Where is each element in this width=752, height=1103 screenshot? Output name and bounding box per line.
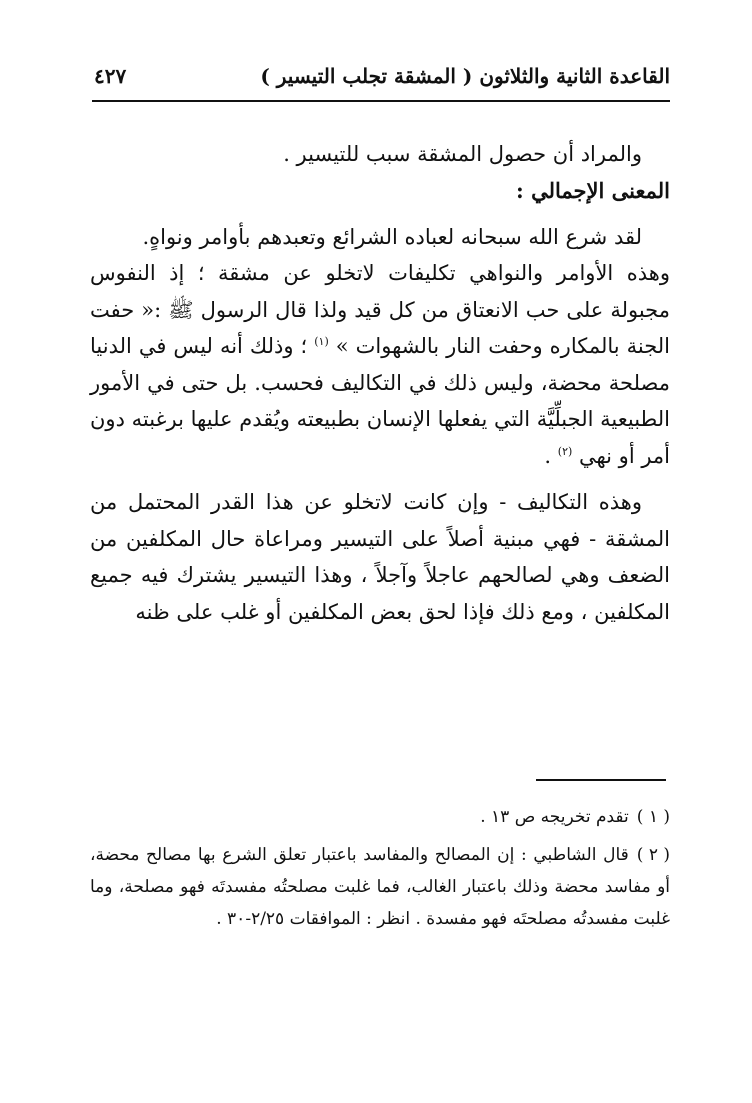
main-text bbox=[90, 136, 670, 630]
footnote-divider bbox=[536, 779, 666, 781]
footnotes bbox=[90, 801, 670, 941]
paragraph-2-part-b: ؛ وذلك أنه ليس في الدنيا مصلحة محضة، وليس ذلك في التكاليف فحسب. بل حتى في الأمور الطبيعية الجبلِّيَّة التي يفعلها الإنسان بطبيعته ويُقدم عليها برغبته دون أمر أو نهي bbox=[90, 334, 670, 468]
running-title: القاعدة الثانية والثلاثون ( المشقة تجلب التيسير ) bbox=[260, 64, 670, 88]
footnote-number: ( ١ ) bbox=[636, 807, 670, 827]
paragraph-1: لقد شرع الله سبحانه لعباده الشرائع وتعبدهم بأوامر ونواهٍ. bbox=[142, 224, 642, 249]
paragraph-2-part-a: وهذه الأوامر والنواهي تكليفات لاتخلو عن مشقة ؛ إذ النفوس مجبولة على حب الانعتاق من كل قيد ولذا قال الرسول ﷺ :« حفت الجنة بالمكاره وحفت النار بالشهوات » bbox=[90, 261, 670, 358]
paragraph-2-end: . bbox=[544, 443, 552, 468]
opening-sentence: والمراد أن حصول المشقة سبب للتيسير . bbox=[283, 142, 642, 166]
footnote-number: ( ٢ ) bbox=[636, 845, 670, 865]
page-header bbox=[92, 58, 670, 102]
footnote-ref-1: (١) bbox=[314, 335, 329, 348]
footnote-2 bbox=[90, 839, 670, 935]
footnote-1 bbox=[90, 801, 670, 833]
section-heading: المعنى الإجمالي : bbox=[516, 177, 670, 203]
footnote-text: قال الشاطبي : إن المصالح والمفاسد باعتبار تعلق الشرع بها مصالح محضة، أو مفاسد محضة وذلك باعتبار الغالب، فما غلبت مصلحتُه مفسدتَه فهو مصلحة، وما غلبت مفسدتُه مصلحتَه فهو مفسدة . انظر : الموافقات ٢/٢٥-٣٠ . bbox=[90, 845, 670, 929]
spacer bbox=[90, 474, 670, 484]
header-divider bbox=[92, 100, 670, 102]
page-number: ٤٢٧ bbox=[94, 64, 127, 88]
paragraph-3: وهذه التكاليف - وإن كانت لاتخلو عن هذا القدر المحتمل من المشقة - فهي مبنية أصلاً على التيسير ومراعاة حال المكلفين من الضعف وهي لصالحهم عاجلاً وآجلاً ، وهذا التيسير يشترك فيه جميع المكلفين ، ومع ذلك فإذا لحق بعض المكلفين أو غلب على ظنه bbox=[90, 490, 670, 624]
paragraph-2 bbox=[90, 255, 670, 474]
spacer bbox=[90, 209, 670, 219]
footnote-ref-2: (٢) bbox=[557, 444, 573, 458]
footnote-text: تقدم تخريجه ص ١٣ . bbox=[480, 807, 629, 827]
